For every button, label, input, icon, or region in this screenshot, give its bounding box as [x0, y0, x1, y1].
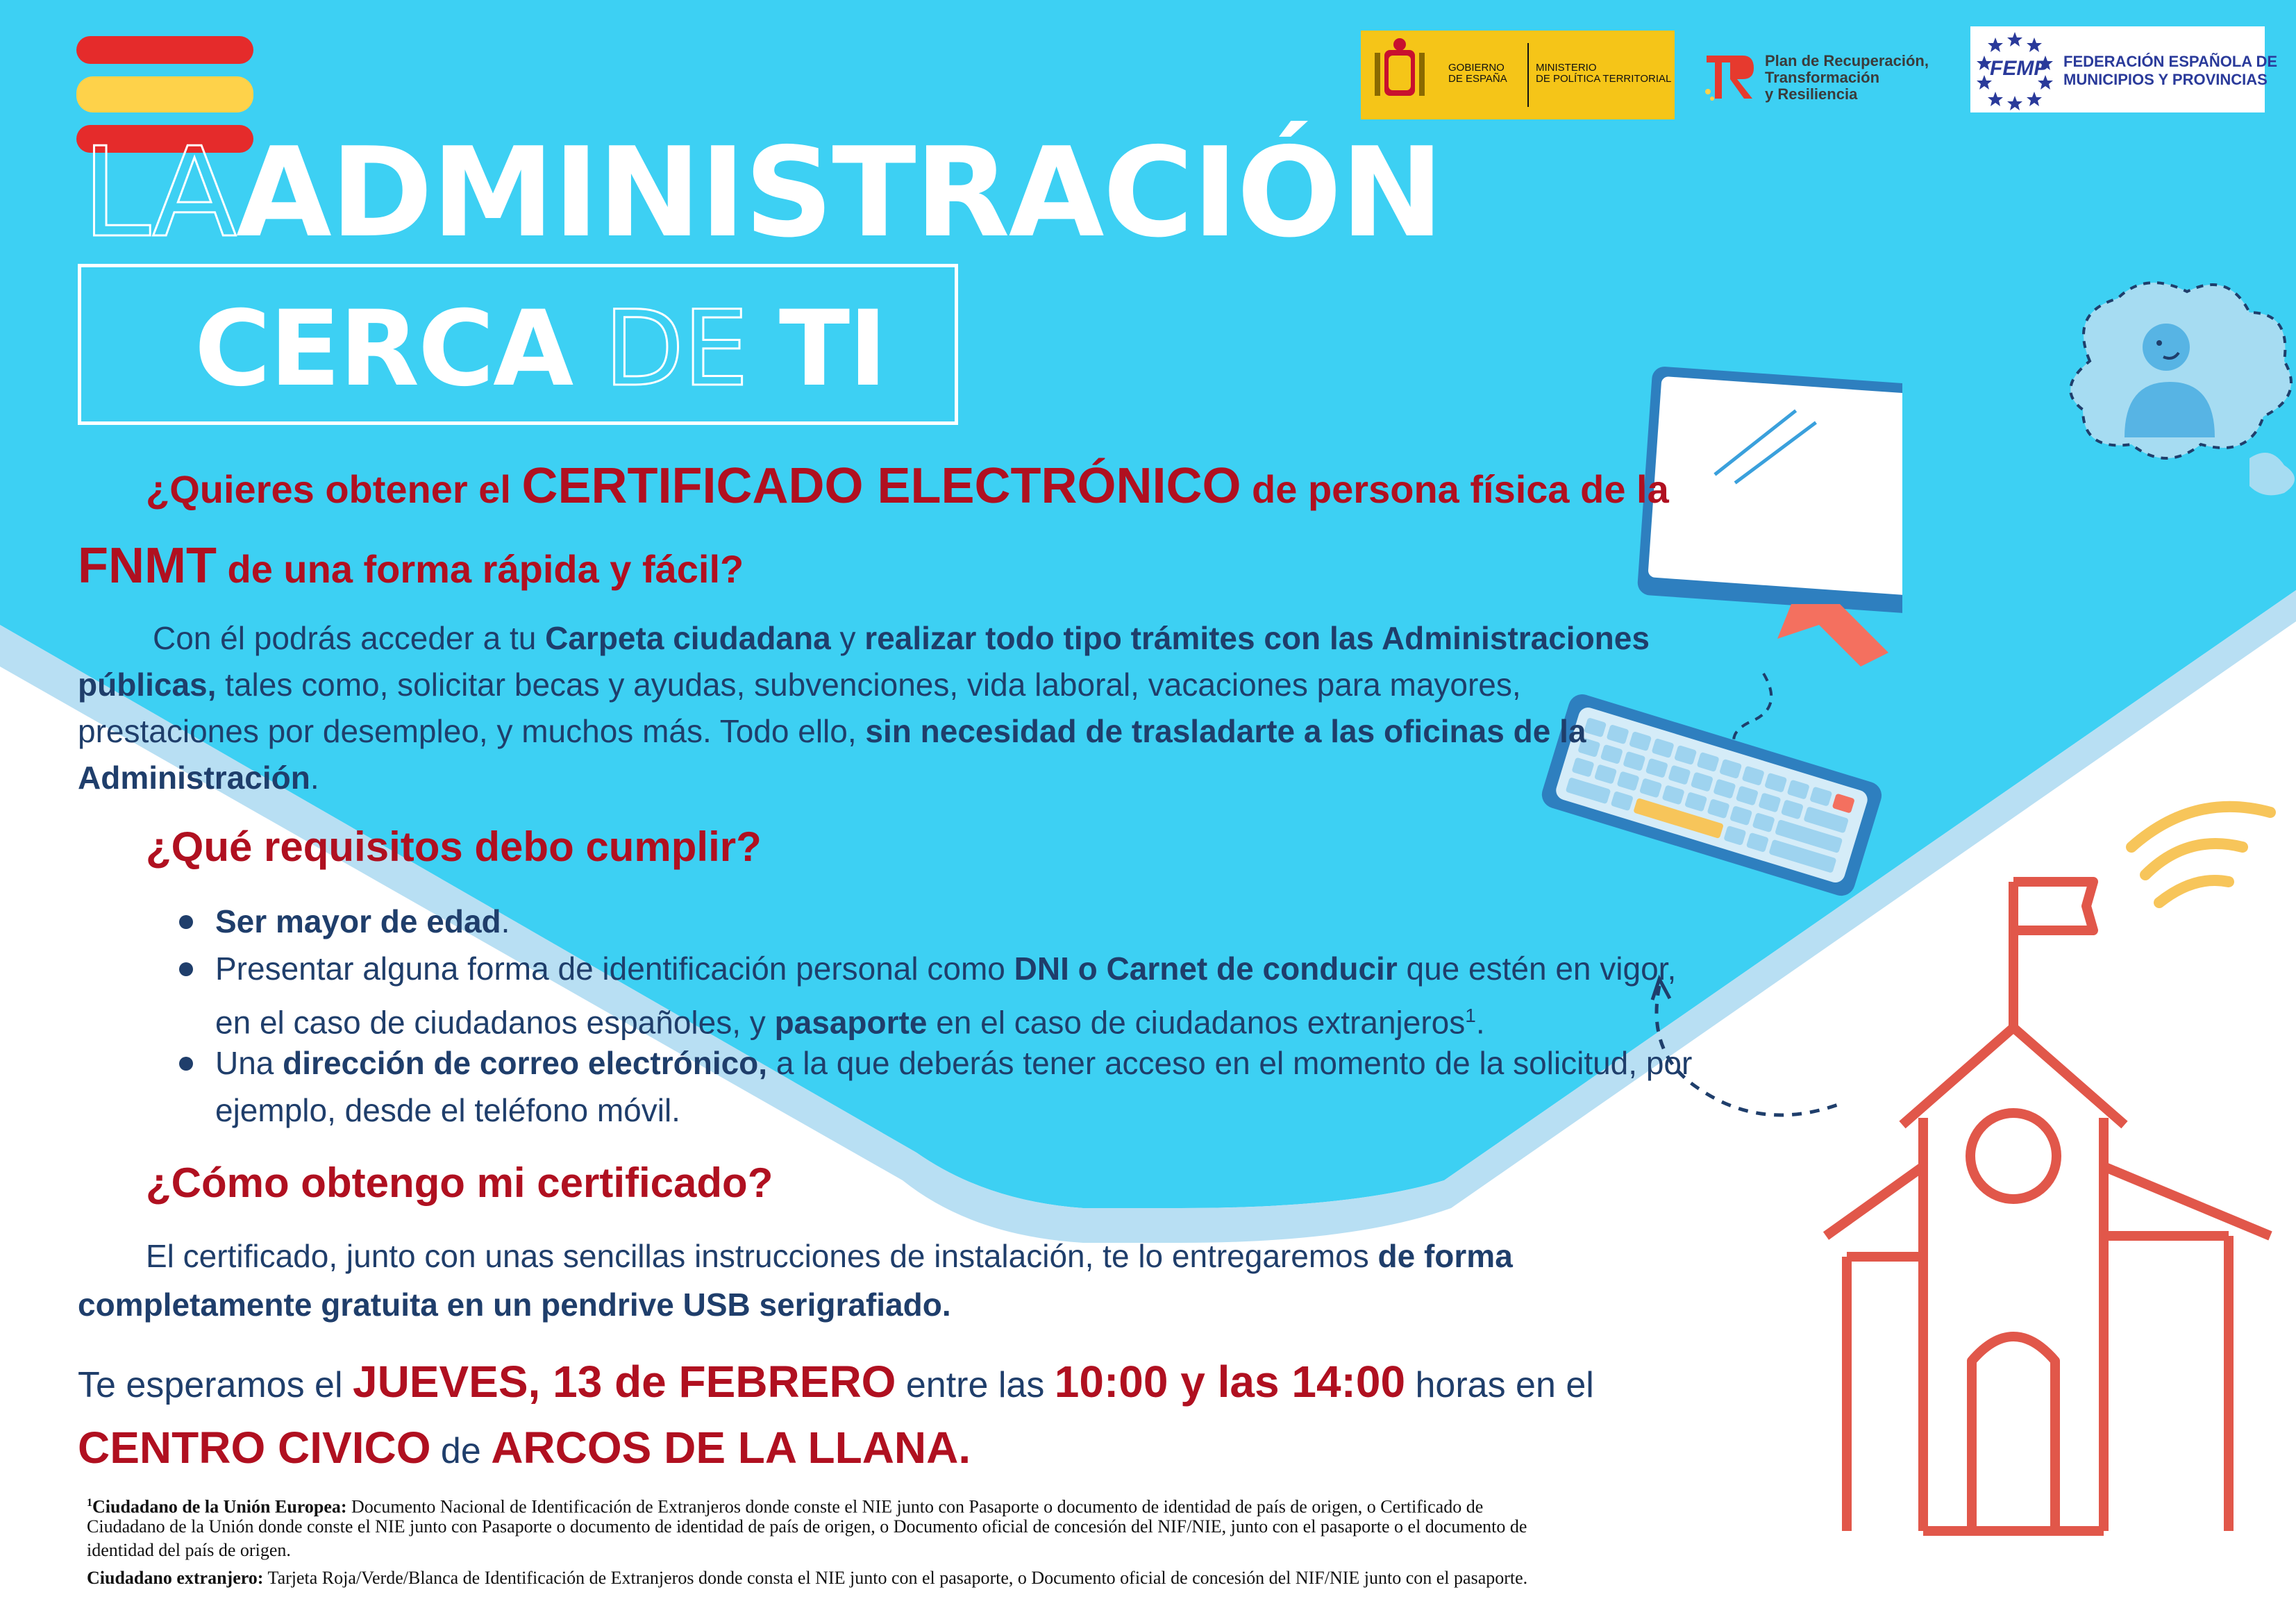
gobierno-logo	[1361, 31, 1675, 119]
title-administracion: ADMINISTRACIÓN	[236, 121, 1443, 265]
subtitle-de: DE	[603, 289, 748, 410]
prtr-icon	[1702, 49, 1758, 107]
how-l1b: de forma	[1377, 1238, 1513, 1274]
q1-c: de persona física de la	[1241, 467, 1669, 511]
bullet-1	[179, 915, 193, 929]
req-b2c: que estén en vigor,	[1397, 951, 1677, 987]
requirement-1	[215, 898, 510, 945]
intro-l2b: tales como, solicitar becas y ayudas, subvenciones, vida laboral, vacaciones para mayores,	[216, 667, 1521, 703]
event-g: de	[430, 1431, 492, 1471]
req-b1a: Ser mayor de edad	[215, 903, 501, 939]
ministerio-text-1: MINISTERIO	[1536, 62, 1597, 74]
event-c: entre las	[896, 1365, 1055, 1405]
prtr-logo	[1694, 49, 1944, 111]
requirement-2-line-2	[215, 992, 1485, 1046]
bullet-2	[179, 962, 193, 976]
event-town: ARCOS DE LA LLANA.	[491, 1423, 971, 1473]
event-e: horas en el	[1405, 1365, 1594, 1405]
req-b2g: .	[1475, 1004, 1485, 1041]
event-line-2	[78, 1416, 971, 1482]
q2-b: de una forma rápida y fácil?	[216, 547, 744, 591]
q2-fnmt: FNMT	[78, 538, 217, 594]
intro-l4b: .	[310, 760, 319, 796]
logo-divider	[1527, 43, 1529, 107]
prtr-text-3: y Resiliencia	[1765, 85, 1858, 103]
prtr-text-1: Plan de Recuperación,	[1765, 52, 1929, 69]
intro-line-3	[78, 708, 1586, 755]
femp-badge: FEMP	[1990, 57, 2048, 80]
intro-line-1	[153, 614, 1650, 662]
q1-certificado: CERTIFICADO ELECTRÓNICO	[521, 458, 1241, 514]
intro-l1a: Con él podrás acceder a tu	[153, 620, 546, 656]
event-venue: CENTRO CIVICO	[78, 1423, 431, 1473]
headline-question-line-1	[146, 458, 1669, 517]
footnote-foreign-label: Ciudadano extranjero:	[87, 1568, 264, 1588]
cloud-user-icon	[2041, 271, 2296, 507]
intro-l1c: y	[830, 620, 865, 656]
footnote-line-3: identidad del país de origen.	[87, 1540, 291, 1560]
req-b2a: Presentar alguna forma de identificación personal como	[215, 951, 1014, 987]
intro-l2a: públicas,	[78, 667, 217, 703]
req-b2-sup: 1	[1465, 1005, 1476, 1026]
house-wifi-icon	[1812, 798, 2296, 1562]
footnote-l4: Tarjeta Roja/Verde/Blanca de Identificación de Extranjeros donde consta el NIE junto con el pasaporte, o Documento oficial de concesión del NIF/NIE junto con el pasaporte.	[263, 1568, 1528, 1588]
intro-l3a: prestaciones por desempleo, y muchos más. Todo ello,	[78, 713, 866, 749]
coat-of-arms-icon	[1361, 31, 1439, 119]
event-a: Te esperamos el	[78, 1365, 353, 1405]
how-heading: ¿Cómo obtengo mi certificado?	[146, 1160, 773, 1206]
req-b1b: .	[501, 903, 510, 939]
intro-line-2	[78, 661, 1521, 708]
gobierno-text-1: GOBIERNO	[1448, 62, 1505, 74]
how-line-1	[146, 1232, 1513, 1280]
headline-question-line-2	[78, 535, 744, 601]
flag-stripe-yellow	[76, 76, 253, 112]
intro-l3b: sin necesidad de trasladarte a las oficinas de la	[865, 713, 1586, 749]
event-time: 10:00 y las 14:00	[1054, 1357, 1406, 1407]
intro-l1d: realizar todo tipo trámites con las Administraciones	[864, 620, 1650, 656]
requirement-2-line-1	[215, 945, 1676, 992]
footnote-line-4	[87, 1566, 1527, 1590]
footnote-line-2: Ciudadano de la Unión donde conste el NIE junto con Pasaporte o documento de identidad de país de origen, o Documento oficial de concesión del NIF/NIE, junto con el pasaporte o el documento de	[87, 1516, 1527, 1537]
req-b3a: Una	[215, 1045, 283, 1081]
intro-line-4	[78, 754, 319, 801]
title-la: LA	[82, 121, 236, 265]
req-b2e: pasaporte	[774, 1004, 928, 1041]
footnote-l1: Documento Nacional de Identificación de Extranjeros donde conste el NIE junto con Pasaporte o documento de identidad de país de origen, o Certificado de	[346, 1496, 1484, 1517]
footnote-sup: 1	[87, 1497, 92, 1509]
bullet-3	[179, 1057, 193, 1071]
how-line-2	[78, 1281, 951, 1328]
requirement-3-line-2	[215, 1087, 680, 1134]
how-l1a: El certificado, junto con unas sencillas instrucciones de instalación, te lo entregaremos	[146, 1238, 1378, 1274]
event-line-1	[78, 1350, 1594, 1416]
femp-text-2: MUNICIPIOS Y PROVINCIAS	[2063, 71, 2268, 88]
intro-l1b: Carpeta ciudadana	[545, 620, 831, 656]
event-date: JUEVES, 13 de FEBRERO	[352, 1357, 896, 1407]
how-l2: completamente gratuita en un pendrive USB serigrafiado.	[78, 1287, 951, 1323]
subtitle	[194, 290, 886, 408]
requirement-3-line-1	[215, 1039, 1692, 1087]
req-b2f: en el caso de ciudadanos extranjeros	[927, 1004, 1466, 1041]
intro-l4a: Administración	[78, 760, 310, 796]
req-b2d: en el caso de ciudadanos españoles, y	[215, 1004, 775, 1041]
req-b3d: ejemplo, desde el teléfono móvil.	[215, 1092, 680, 1128]
ministerio-text-2: DE POLÍTICA TERRITORIAL	[1536, 73, 1672, 85]
prtr-text-2: Transformación	[1765, 69, 1880, 86]
req-b3b: dirección de correo electrónico,	[283, 1045, 768, 1081]
femp-text-1: FEDERACIÓN ESPAÑOLA DE	[2063, 53, 2278, 70]
req-b2b: DNI o Carnet de conducir	[1014, 951, 1398, 987]
subtitle-cerca: CERCA	[194, 289, 573, 410]
femp-logo	[1970, 26, 2278, 112]
flag-stripe-red	[76, 36, 253, 64]
gobierno-text-2: DE ESPAÑA	[1448, 73, 1507, 85]
q1-a: ¿Quieres obtener el	[146, 467, 522, 511]
subtitle-ti: TI	[778, 289, 887, 410]
req-b3c: a la que deberás tener acceso en el momento de la solicitud, por	[767, 1045, 1693, 1081]
footnote-eu-label: Ciudadano de la Unión Europea:	[92, 1496, 347, 1517]
requirements-heading: ¿Qué requisitos debo cumplir?	[146, 823, 762, 870]
